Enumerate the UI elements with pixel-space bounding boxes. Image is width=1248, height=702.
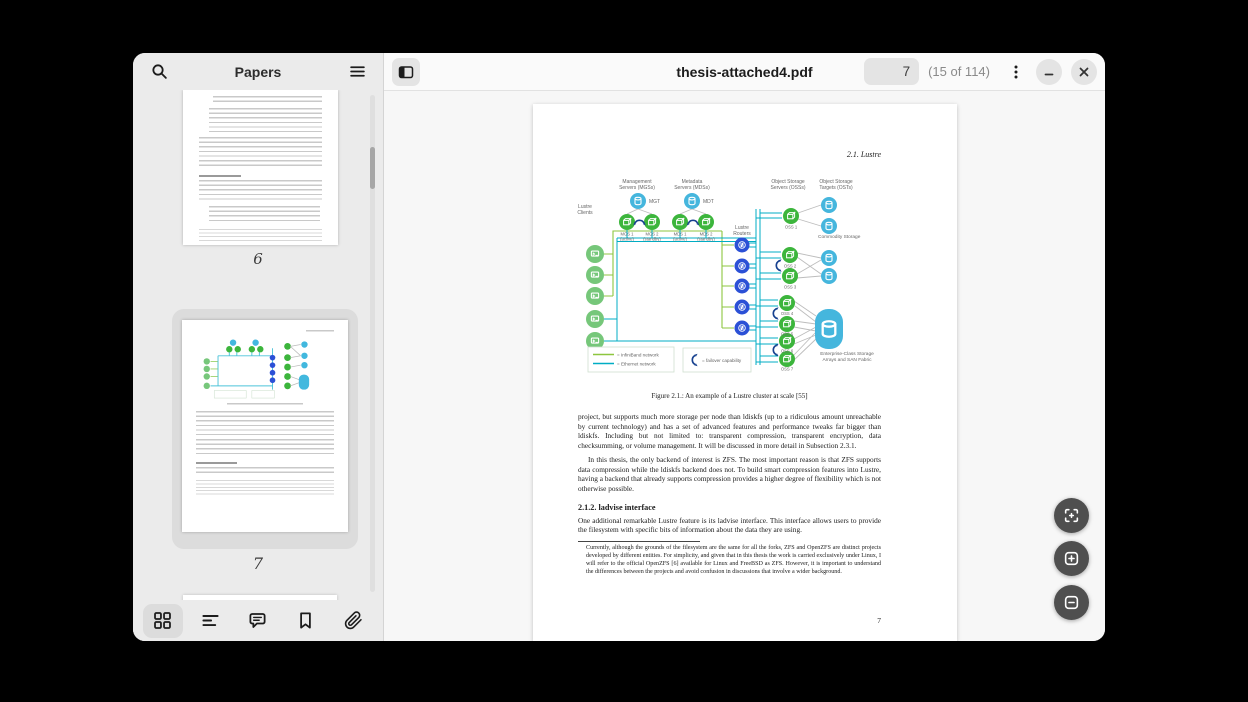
tab-annotations[interactable] xyxy=(238,604,278,638)
kebab-menu-icon xyxy=(1008,64,1024,80)
oss23-failover-arrow xyxy=(776,259,781,271)
routers-label: Lustre xyxy=(735,225,749,231)
sidebar-bottom-bar xyxy=(133,600,383,641)
svg-text:(standby): (standby) xyxy=(697,236,715,242)
svg-text:Routers: Routers xyxy=(733,231,751,237)
mdt-node xyxy=(684,193,700,209)
outline-icon xyxy=(201,611,220,630)
sidebar-scrollbar[interactable] xyxy=(370,95,375,592)
footnote-rule xyxy=(578,541,700,542)
search-button[interactable] xyxy=(145,58,173,86)
zoom-out-icon xyxy=(1063,594,1080,611)
mds2-node xyxy=(698,214,714,230)
main-area xyxy=(384,53,1105,641)
svg-text:MGS 2: MGS 2 xyxy=(645,231,659,237)
tab-outline[interactable] xyxy=(190,604,230,638)
pdf-page xyxy=(533,104,957,641)
mgs-failover-arrow xyxy=(633,220,645,225)
svg-text:(active): (active) xyxy=(673,236,687,242)
sidebar-header xyxy=(133,53,383,90)
enterprise-storage-node xyxy=(815,309,843,349)
mds-failover-arrow xyxy=(687,220,699,225)
mini-figure xyxy=(196,337,334,399)
tab-bookmarks[interactable] xyxy=(286,604,326,638)
papers-app-window xyxy=(133,53,1105,641)
oss45-failover-arrow xyxy=(773,307,778,319)
svg-text:(active): (active) xyxy=(620,236,634,242)
zoom-fit-button[interactable] xyxy=(1054,498,1089,533)
thumbnail-page-7[interactable] xyxy=(182,320,348,532)
menu-kebab-button[interactable] xyxy=(1005,58,1027,86)
svg-text:MGS 1: MGS 1 xyxy=(620,231,634,237)
page-count-label: (15 of 114) xyxy=(928,64,990,79)
sidebar-toggle-icon xyxy=(398,64,414,80)
document-view[interactable] xyxy=(384,91,1105,641)
zoom-out-button[interactable] xyxy=(1054,585,1089,620)
page-number: 7 xyxy=(877,616,881,625)
annotations-icon xyxy=(248,611,267,630)
main-headerbar xyxy=(384,53,1105,91)
thumbnails-grid-icon xyxy=(153,611,172,630)
svg-text:= InfiniBand network: = InfiniBand network xyxy=(617,352,659,358)
document-title: thesis-attached4.pdf xyxy=(676,63,813,80)
svg-text:OSS 4: OSS 4 xyxy=(780,311,794,316)
mds1-node xyxy=(672,214,688,230)
page-number-input[interactable] xyxy=(864,58,919,85)
mds-column-header: Metadata xyxy=(681,179,703,185)
tab-attachments[interactable] xyxy=(333,604,373,638)
app-title: Papers xyxy=(234,63,282,80)
footnote-text: Currently, although the grounds of the filesystem are the same for all the forks, ZFS and OpenZFS are distinct projects developed by different entities. For simplicity, and given that in this thesis the work is carried exclusively under Linux, I will refer to the official OpenZFS [6] available for Linux and FreeBSD as ZFS. However, it is important to understand the differences between the projects and avoid confusion in discussions that involve a wider background. xyxy=(586,545,881,576)
close-button[interactable] xyxy=(1071,59,1097,85)
svg-text:Servers (MDSs): Servers (MDSs) xyxy=(674,185,710,191)
lustre-cluster-figure xyxy=(570,169,900,389)
oss-column-header: Object Storage xyxy=(771,179,805,185)
svg-text:OSS 1: OSS 1 xyxy=(784,224,798,230)
thumbnail-page-7-label: 7 xyxy=(252,554,264,573)
svg-text:OSS 2: OSS 2 xyxy=(783,263,797,269)
clients-label: Lustre xyxy=(578,204,592,210)
enterprise-storage-label: Enterprise-Class Storage xyxy=(820,352,874,357)
mgs1-node xyxy=(619,214,635,230)
thumbnail-page-6-label: 6 xyxy=(253,250,263,268)
mgs-column-header: Management xyxy=(622,179,652,185)
attachments-icon xyxy=(344,611,363,630)
svg-text:Targets (OSTs): Targets (OSTs) xyxy=(819,185,853,191)
svg-text:Servers (OSSs): Servers (OSSs) xyxy=(770,185,806,191)
page-text-column xyxy=(578,392,881,576)
figure-caption: Figure 2.1.: An example of a Lustre cluster at scale [55] xyxy=(651,392,808,400)
zoom-in-icon xyxy=(1063,550,1080,567)
mgs2-node xyxy=(644,214,660,230)
paragraph-1: project, but supports much more storage per node than ldiskfs (up to a ridiculous amount unreachable by current technology) and has a set of advanced features and performance tweaks far bigger than ldiskfs. Including but not limited to: transparent compression, transparent encryption, data checksumming, or volume management. It will be discussed in more detail in Subsection 2.3.1. xyxy=(578,412,881,451)
bookmarks-icon xyxy=(296,611,315,630)
section-heading: 2.1.2. ladvise interface xyxy=(578,502,656,512)
svg-text:OSS 3: OSS 3 xyxy=(783,284,797,290)
ost-targets xyxy=(821,197,837,284)
minimize-icon xyxy=(1043,66,1055,78)
thumbnail-list xyxy=(133,90,383,600)
svg-text:Servers (MGSs): Servers (MGSs) xyxy=(619,185,655,191)
svg-text:MDS 1: MDS 1 xyxy=(673,231,687,237)
fit-page-icon xyxy=(1063,507,1080,524)
zoom-in-button[interactable] xyxy=(1054,541,1089,576)
commodity-storage-label: Commodity Storage xyxy=(818,235,861,240)
sidebar-scrollbar-thumb[interactable] xyxy=(370,147,375,189)
paragraph-2: In this thesis, the only backend of interest is ZFS. The most important reason is that ZFS supports data compression while the ldiskfs backend does not. To build smart compression features into Lustre, having a backend that already supports compression provides a higher degree of flexibility which is not otherwise possible. xyxy=(578,454,881,493)
svg-text:Arrays and SAN Fabric: Arrays and SAN Fabric xyxy=(822,358,872,363)
thumbnail-page-6[interactable] xyxy=(183,90,338,245)
svg-text:(standby): (standby) xyxy=(643,236,661,242)
figure-legend xyxy=(588,347,751,372)
main-menu-button[interactable] xyxy=(343,58,371,86)
mdt-label: MDT xyxy=(703,199,714,205)
paragraph-3: One additional remarkable Lustre feature is its ladvise interface. This interface allows users to provide the filesystem with specific bits of information about the data they are using. xyxy=(578,515,881,535)
running-header: 2.1. Lustre xyxy=(846,150,881,159)
lustre-routers xyxy=(735,238,750,336)
oss67-failover-arrow xyxy=(773,344,778,356)
infiniband-network-lines xyxy=(604,231,734,328)
hamburger-menu-icon xyxy=(349,63,366,80)
svg-text:= Ethernet network: = Ethernet network xyxy=(617,361,656,367)
thumbnail-page-7-selection[interactable] xyxy=(172,309,358,549)
svg-text:Clients: Clients xyxy=(577,210,593,216)
svg-text:= failover capability: = failover capability xyxy=(702,358,742,363)
tab-thumbnails[interactable] xyxy=(143,604,183,638)
close-icon xyxy=(1078,66,1090,78)
mgt-label: MGT xyxy=(649,199,661,205)
mgt-node xyxy=(630,193,646,209)
sidebar-toggle-button[interactable] xyxy=(392,58,420,86)
lustre-clients xyxy=(586,245,604,350)
ost-column-header: Object Storage xyxy=(819,179,853,185)
svg-text:OSS 5: OSS 5 xyxy=(780,331,794,337)
sidebar xyxy=(133,53,384,641)
svg-text:MDS 2: MDS 2 xyxy=(699,231,713,237)
search-icon xyxy=(151,63,168,80)
svg-text:OSS 6: OSS 6 xyxy=(780,348,794,354)
svg-text:OSS 7: OSS 7 xyxy=(780,366,794,372)
minimize-button[interactable] xyxy=(1036,59,1062,85)
